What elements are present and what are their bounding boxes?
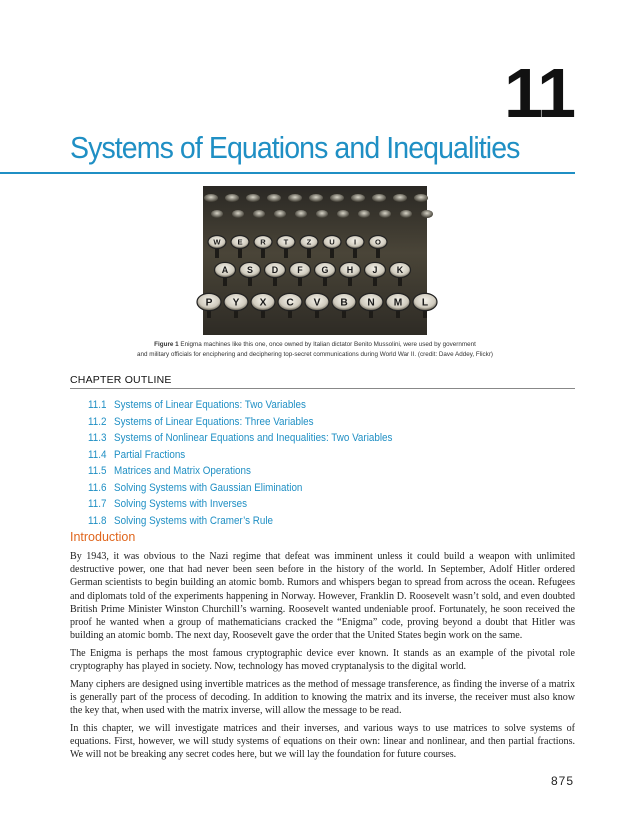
enigma-lamp — [274, 210, 286, 218]
outline-item-number: 11.1 — [88, 399, 107, 411]
intro-body — [70, 550, 575, 766]
enigma-lamp — [316, 210, 328, 218]
enigma-key-letter: J — [372, 265, 378, 276]
enigma-lamp — [400, 210, 412, 218]
enigma-key-letter: V — [313, 297, 321, 309]
outline-item-title[interactable]: Partial Fractions — [114, 448, 186, 461]
enigma-key-letter: K — [396, 265, 404, 276]
enigma-lamp — [267, 194, 281, 202]
outline-heading: CHAPTER OUTLINE — [70, 374, 172, 386]
enigma-lamp — [232, 210, 244, 218]
enigma-key-letter: R — [260, 237, 266, 247]
enigma-key-letter: A — [221, 265, 229, 276]
figure-caption — [60, 340, 570, 360]
enigma-key-letter: O — [375, 237, 381, 247]
enigma-lamp — [358, 210, 370, 218]
enigma-lamp — [421, 210, 433, 218]
enigma-key-letter: D — [271, 265, 279, 276]
enigma-photo — [203, 186, 427, 335]
enigma-lamp — [414, 194, 428, 202]
outline-item[interactable] — [88, 463, 392, 480]
outline-item-title[interactable]: Matrices and Matrix Operations — [114, 465, 251, 477]
enigma-key-letter: Y — [232, 297, 240, 309]
outline-item-number: 11.5 — [88, 465, 107, 477]
outline-item[interactable] — [88, 513, 392, 530]
chapter-title: Systems of Equations and Inequalities — [70, 130, 520, 165]
figure-label: Figure 1 — [154, 341, 179, 348]
page-number: 875 — [550, 774, 574, 788]
figure-caption-line2: and military officials for enciphering and deciphering top-secret communications during World War II. (credit: Dave Addey, Flickr) — [136, 351, 494, 358]
enigma-key-letter: S — [247, 265, 253, 276]
enigma-lamp — [253, 210, 265, 218]
intro-paragraph: In this chapter, we will investigate matrices and their inverses, and various ways to use matrices to solve systems of equations. First, however, we will study systems of equations on their own: linear and nonlinear, and then partial fractions. We will not be breaking any secret codes here, but we will lay the foundation for future courses. — [70, 722, 575, 761]
enigma-lamp — [330, 194, 344, 202]
enigma-key-letter: L — [421, 297, 429, 309]
enigma-key-letter: H — [346, 265, 354, 276]
enigma-lamp — [225, 194, 239, 202]
enigma-key-letter: G — [321, 265, 329, 276]
enigma-key-letter: F — [297, 265, 303, 276]
outline-item-title[interactable]: Solving Systems with Cramer’s Rule — [114, 514, 274, 527]
outline-item[interactable] — [88, 397, 392, 414]
enigma-lamp — [372, 194, 386, 202]
outline-item-title[interactable]: Systems of Nonlinear Equations and Inequalities: Two Variables — [114, 432, 393, 444]
enigma-key-letter: X — [259, 297, 267, 309]
enigma-lamp — [309, 194, 323, 202]
outline-item-number: 11.8 — [88, 514, 107, 527]
intro-paragraph: The Enigma is perhaps the most famous cryptographic device ever known. It stands as an example of the pivotal role cryptography has played in society. Now, technology has moved cryptanalysis to the digital world. — [70, 647, 575, 673]
enigma-lamp — [204, 194, 218, 202]
outline-item[interactable] — [88, 430, 392, 447]
chapter-number: 11 — [504, 54, 574, 132]
enigma-lamp — [379, 210, 391, 218]
enigma-key-letter: M — [393, 297, 403, 309]
intro-paragraph: Many ciphers are designed using invertible matrices as the method of message transference, as finding the inverse of a matrix is generally part of the process of decoding. In addition to knowing the matrix and its inverse, the receiver must also know the key that, when used with the matrix inverse, will allow the message to be read. — [70, 678, 575, 717]
figure-caption-line1: Enigma machines like this one, once owned by Italian dictator Benito Mussolini, were used by government — [180, 341, 476, 348]
outline-item[interactable] — [88, 414, 392, 431]
intro-heading: Introduction — [70, 530, 136, 544]
enigma-key-letter: W — [213, 237, 221, 247]
enigma-key-letter: T — [283, 237, 289, 247]
enigma-key-letter: N — [367, 297, 375, 309]
outline-item-number: 11.7 — [88, 498, 107, 510]
outline-item-number: 11.3 — [88, 432, 107, 444]
enigma-key-letter: E — [237, 237, 243, 247]
enigma-key-letter: U — [329, 237, 335, 247]
intro-paragraph: By 1943, it was obvious to the Nazi regime that defeat was imminent unless it could build a weapon with unlimited destructive power, one that had never been seen before in the history of the world. In September, Adolf Hitler ordered German scientists to begin building an atomic bomb. Rumors and whispers began to spread from across the ocean. Refugees and diplomats told of the experiments happening in Norway. However, Franklin D. Roosevelt wasn’t sold, and even doubted British Prime Minister Winston Churchill’s warning. Roosevelt wanted undeniable proof. Fortunately, he soon received the proof he wanted when a group of mathematicians cracked the “Enigma” code, proving beyond a doubt that Hitler was building an atomic bomb. The next day, Roosevelt gave the order that the United States begin work on the same. — [70, 551, 575, 642]
enigma-key-letter: Z — [306, 237, 312, 247]
outline-item-number: 11.4 — [88, 448, 107, 461]
enigma-lamp — [393, 194, 407, 202]
outline-item-title[interactable]: Systems of Linear Equations: Three Variables — [114, 415, 314, 428]
outline-rule — [70, 388, 575, 389]
enigma-lamp — [288, 194, 302, 202]
outline-item[interactable] — [88, 496, 392, 513]
enigma-lamp — [351, 194, 365, 202]
enigma-lamp — [337, 210, 349, 218]
outline-item-number: 11.2 — [88, 415, 107, 428]
outline-item-title[interactable]: Solving Systems with Inverses — [114, 498, 248, 510]
enigma-key-letter: B — [340, 297, 348, 309]
outline-item-title[interactable]: Systems of Linear Equations: Two Variables — [114, 399, 306, 411]
enigma-lamp — [295, 210, 307, 218]
enigma-key-letter: C — [286, 297, 294, 309]
enigma-lamp — [246, 194, 260, 202]
outline-item[interactable] — [88, 480, 392, 497]
enigma-key-letter: P — [205, 297, 213, 309]
enigma-key-letter: I — [353, 237, 357, 247]
outline-item-title[interactable]: Solving Systems with Gaussian Elimination — [114, 481, 303, 494]
enigma-lamp — [211, 210, 223, 218]
outline-item[interactable] — [88, 447, 392, 464]
title-rule — [0, 172, 575, 174]
outline-list — [88, 397, 392, 529]
outline-item-number: 11.6 — [88, 481, 107, 494]
